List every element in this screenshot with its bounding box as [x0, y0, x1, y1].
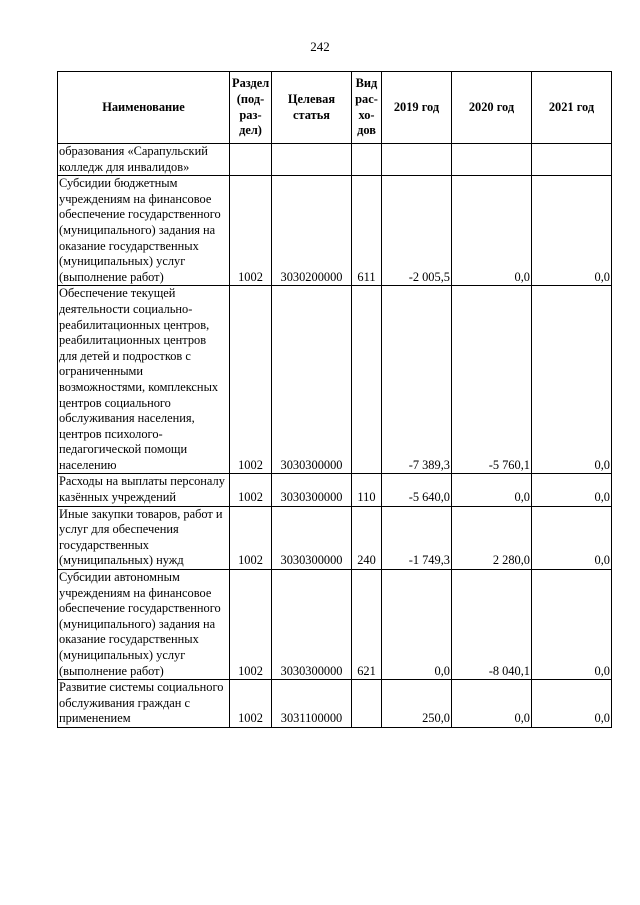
row-2019: 250,0: [382, 680, 452, 728]
row-2021: 0,0: [532, 176, 612, 286]
table-row: [58, 286, 612, 474]
row-name: Обеспечение текущей деятельности социально-реабилитационных центров, реабилитационных центров для детей и подростков с ограниченными возможностями, комплексных центров социального обслуживания населения, центров психолого-педагогической помощи населению: [58, 286, 230, 474]
table-header-row: [58, 72, 612, 144]
row-2021: 0,0: [532, 474, 612, 506]
row-target: 3030300000: [272, 286, 352, 474]
row-type: [352, 286, 382, 474]
row-2021: 0,0: [532, 680, 612, 728]
row-section: 1002: [230, 570, 272, 680]
row-2019: [382, 144, 452, 176]
row-section: 1002: [230, 286, 272, 474]
table-row: [58, 506, 612, 569]
table-row: [58, 570, 612, 680]
header-section: Раздел (под-раз-дел): [230, 72, 272, 144]
row-type: 240: [352, 506, 382, 569]
row-target: 3031100000: [272, 680, 352, 728]
row-2019: 0,0: [382, 570, 452, 680]
row-type: [352, 144, 382, 176]
header-type: Вид рас-хо-дов: [352, 72, 382, 144]
table-row: [58, 176, 612, 286]
row-target: 3030300000: [272, 474, 352, 506]
table-row: [58, 474, 612, 506]
row-target: [272, 144, 352, 176]
row-2020: 0,0: [452, 176, 532, 286]
row-section: [230, 144, 272, 176]
row-type: 110: [352, 474, 382, 506]
row-2020: -8 040,1: [452, 570, 532, 680]
row-2019: -5 640,0: [382, 474, 452, 506]
budget-table: [57, 71, 612, 728]
row-2020: 2 280,0: [452, 506, 532, 569]
row-section: 1002: [230, 176, 272, 286]
header-2021: 2021 год: [532, 72, 612, 144]
row-section: 1002: [230, 506, 272, 569]
header-2019: 2019 год: [382, 72, 452, 144]
row-2020: -5 760,1: [452, 286, 532, 474]
row-2020: 0,0: [452, 680, 532, 728]
row-type: 611: [352, 176, 382, 286]
row-section: 1002: [230, 474, 272, 506]
row-type: [352, 680, 382, 728]
row-name: Субсидии автономным учреждениям на финансовое обеспечение государственного (муниципального) задания на оказание государственных (муниципальных) услуг (выполнение работ): [58, 570, 230, 680]
row-type: 621: [352, 570, 382, 680]
row-2021: 0,0: [532, 286, 612, 474]
row-2021: [532, 144, 612, 176]
table-row: [58, 680, 612, 728]
row-2019: -2 005,5: [382, 176, 452, 286]
row-2020: 0,0: [452, 474, 532, 506]
row-2019: -1 749,3: [382, 506, 452, 569]
row-target: 3030200000: [272, 176, 352, 286]
row-2020: [452, 144, 532, 176]
row-target: 3030300000: [272, 570, 352, 680]
header-name: Наименование: [58, 72, 230, 144]
row-2021: 0,0: [532, 570, 612, 680]
row-target: 3030300000: [272, 506, 352, 569]
page-number: 242: [310, 39, 330, 54]
header-2020: 2020 год: [452, 72, 532, 144]
header-target: Целевая статья: [272, 72, 352, 144]
row-section: 1002: [230, 680, 272, 728]
row-name: Субсидии бюджетным учреждениям на финансовое обеспечение государственного (муниципального) задания на оказание государственных (муниципальных) услуг (выполнение работ): [58, 176, 230, 286]
row-name: Развитие системы социального обслуживания граждан с применением: [58, 680, 230, 728]
row-2019: -7 389,3: [382, 286, 452, 474]
table-row: [58, 144, 612, 176]
row-name: Расходы на выплаты персоналу казённых учреждений: [58, 474, 230, 506]
row-name: образования «Сарапульский колледж для инвалидов»: [58, 144, 230, 176]
row-2021: 0,0: [532, 506, 612, 569]
row-name: Иные закупки товаров, работ и услуг для обеспечения государственных (муниципальных) нужд: [58, 506, 230, 569]
